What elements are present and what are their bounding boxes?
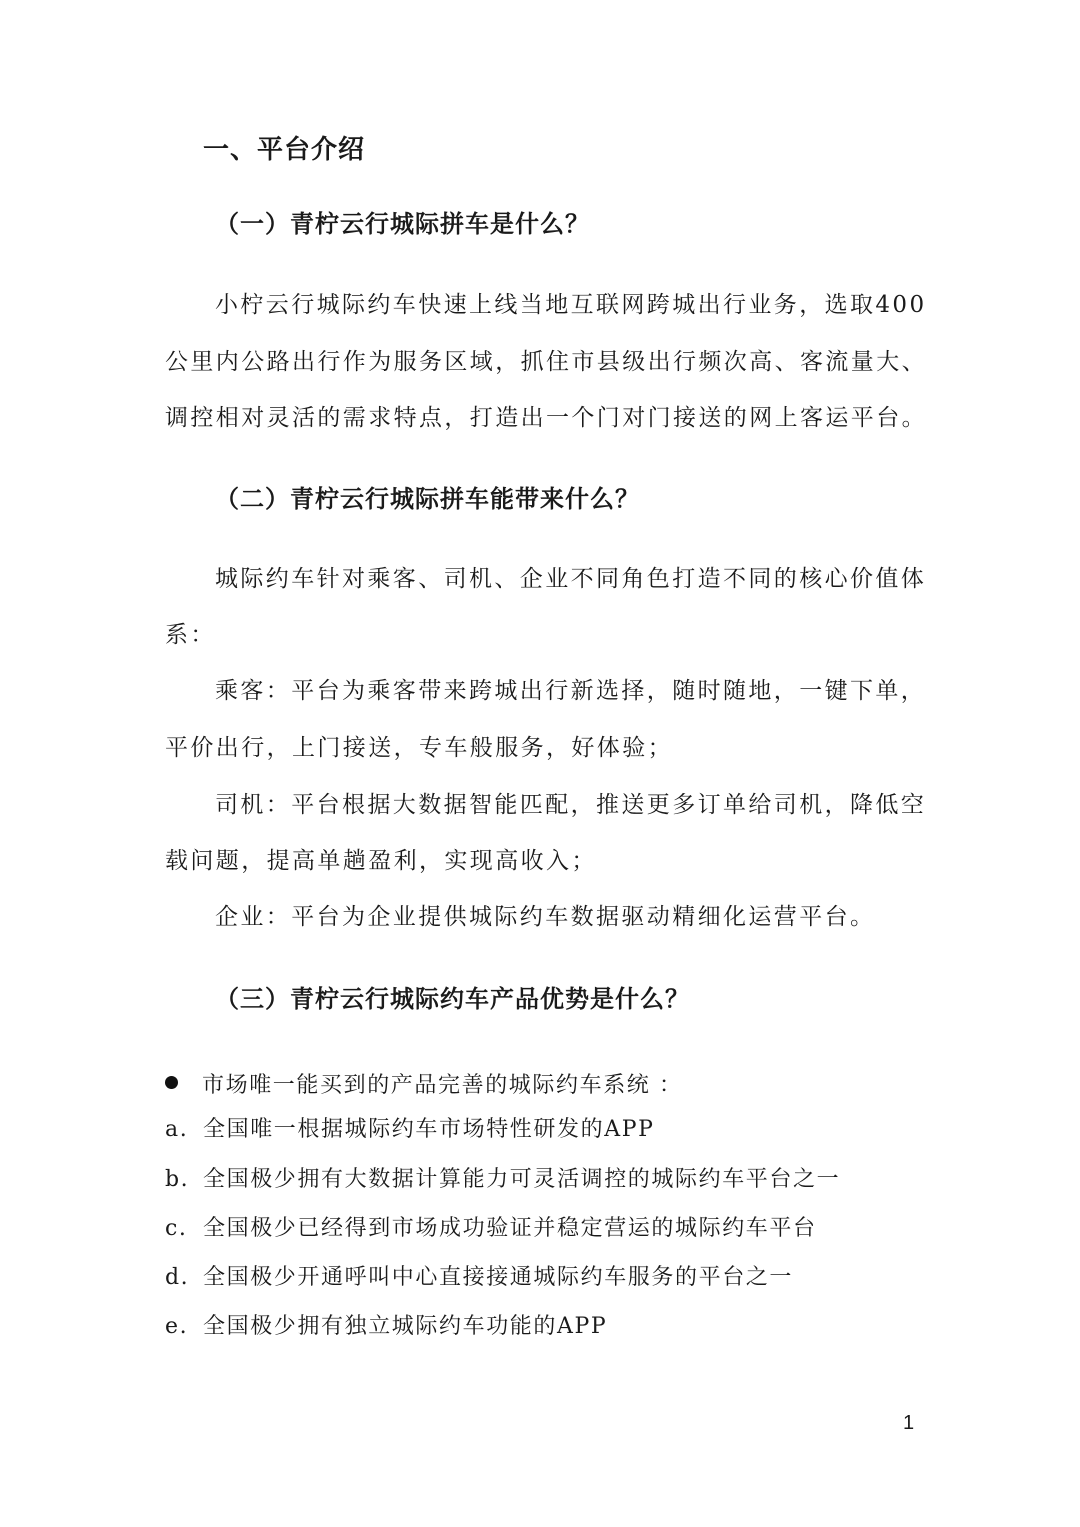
section-3-title: （三）青柠云行城际约车产品优势是什么？ — [215, 985, 690, 1013]
section-2-title: （二）青柠云行城际拼车能带来什么？ — [215, 485, 640, 513]
list-marker: c. — [165, 1216, 188, 1241]
section-1-paragraph-line: 小柠云行城际约车快速上线当地互联网跨城出行业务，选取400 — [215, 292, 927, 318]
list-item-text: 全国极少开通呼叫中心直接接通城际约车服务的平台之一 — [203, 1265, 794, 1290]
list-item — [165, 1211, 817, 1242]
list-item — [165, 1309, 607, 1340]
driver-paragraph-line: 司机：平台根据大数据智能匹配，推送更多订单给司机，降低空 — [215, 792, 927, 818]
list-item-text: 全国极少已经得到市场成功验证并稳定营运的城际约车平台 — [203, 1216, 817, 1241]
section-1-paragraph-line: 调控相对灵活的需求特点，打造出一个门对门接送的网上客运平台。 — [165, 405, 927, 431]
list-item-text: 全国唯一根据城际约车市场特性研发的APP — [203, 1117, 655, 1142]
bullet-text: 市场唯一能买到的产品完善的城际约车系统 ： — [202, 1073, 683, 1098]
list-marker: a. — [165, 1117, 189, 1142]
enterprise-paragraph-line: 企业：平台为企业提供城际约车数据驱动精细化运营平台。 — [215, 904, 876, 930]
list-marker: e. — [165, 1314, 189, 1339]
section-2-paragraph-line: 城际约车针对乘客、司机、企业不同角色打造不同的核心价值体 — [215, 566, 927, 592]
list-marker: d. — [165, 1265, 190, 1290]
passenger-paragraph-line: 平价出行，上门接送，专车般服务，好体验； — [165, 735, 673, 761]
list-item — [165, 1260, 793, 1291]
list-item — [165, 1162, 840, 1193]
section-2-paragraph-line: 系： — [165, 622, 216, 648]
page-number: 1 — [903, 1412, 915, 1434]
main-heading: 一、平台介绍 — [203, 135, 366, 165]
list-item — [165, 1112, 655, 1143]
section-1-title: （一）青柠云行城际拼车是什么？ — [215, 210, 590, 238]
section-1-paragraph-line: 公里内公路出行作为服务区域，抓住市县级出行频次高、客流量大、 — [165, 349, 927, 375]
list-item-text: 全国极少拥有独立城际约车功能的APP — [203, 1314, 608, 1339]
list-item-text: 全国极少拥有大数据计算能力可灵活调控的城际约车平台之一 — [203, 1167, 841, 1192]
passenger-paragraph-line: 乘客：平台为乘客带来跨城出行新选择，随时随地，一键下单， — [215, 678, 927, 704]
driver-paragraph-line: 载问题，提高单趟盈利，实现高收入； — [165, 848, 597, 874]
list-marker: b. — [165, 1167, 190, 1192]
bullet-item — [165, 1068, 683, 1099]
bullet-dot-icon — [165, 1076, 178, 1089]
